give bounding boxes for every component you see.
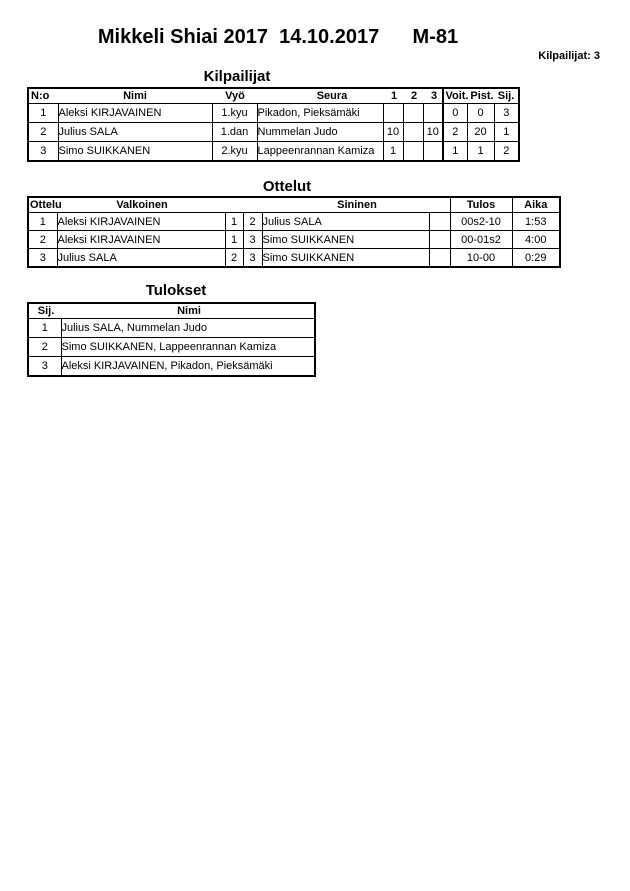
- cell-wins: 2: [443, 123, 467, 142]
- col-header-result: Tulos: [450, 197, 512, 213]
- competitor-row: [28, 142, 519, 162]
- cell-round2: [403, 104, 423, 123]
- cell-white-no: 1: [225, 231, 243, 249]
- cell-result: 00s2-10: [450, 213, 512, 231]
- col-header-time: Aika: [512, 197, 560, 213]
- cell-round2: [403, 123, 423, 142]
- cell-round3: 10: [423, 123, 443, 142]
- match-row: [28, 231, 560, 249]
- cell-place: 3: [28, 357, 61, 377]
- cell-round2: [403, 142, 423, 162]
- col-header-round3: 3: [430, 90, 438, 102]
- cell-place: 2: [28, 338, 61, 357]
- page-title: Mikkeli Shiai 2017 14.10.2017 M-81: [97, 26, 459, 48]
- competitor-row: [28, 123, 519, 142]
- cell-blue-no: 3: [243, 231, 262, 249]
- cell-place: 1: [28, 319, 61, 338]
- cell-round3: [423, 142, 443, 162]
- col-header-round1: 1: [390, 90, 398, 102]
- cell-white-name: Aleksi KIRJAVAINEN: [57, 213, 225, 231]
- cell-blue-name: Simo SUIKKANEN: [262, 231, 429, 249]
- result-row: [28, 357, 315, 377]
- cell-belt: 1.dan: [212, 123, 257, 142]
- cell-name: Simo SUIKKANEN: [58, 142, 212, 162]
- col-header-match: Ottelu: [30, 199, 62, 211]
- cell-club: Pikadon, Pieksämäki: [257, 104, 383, 123]
- col-header-white: Valkoinen: [116, 199, 168, 211]
- cell-name: Julius SALA, Nummelan Judo: [61, 319, 315, 338]
- competitors-count-label: Kilpailijat: 3: [538, 50, 600, 62]
- cell-points: 0: [467, 104, 494, 123]
- cell-place: 1: [494, 123, 519, 142]
- cell-result: 10-00: [450, 249, 512, 268]
- cell-belt: 2.kyu: [212, 142, 257, 162]
- cell-white-name: Aleksi KIRJAVAINEN: [57, 231, 225, 249]
- spacer-cell: [429, 231, 450, 249]
- cell-points: 1: [467, 142, 494, 162]
- cell-time: 0:29: [512, 249, 560, 268]
- results-table: [27, 302, 316, 377]
- matches-header-left: [28, 197, 450, 213]
- cell-round1: 10: [383, 123, 403, 142]
- cell-no: 2: [28, 123, 58, 142]
- cell-name: Aleksi KIRJAVAINEN: [58, 104, 212, 123]
- col-header-belt: Vyö: [225, 90, 245, 102]
- col-header-no: N:o: [31, 90, 50, 102]
- cell-blue-name: Simo SUIKKANEN: [262, 249, 429, 268]
- cell-match-no: 2: [28, 231, 57, 249]
- cell-name: Julius SALA: [58, 123, 212, 142]
- cell-blue-name: Julius SALA: [262, 213, 429, 231]
- cell-club: Lappeenrannan Kamiza: [257, 142, 383, 162]
- match-row: [28, 249, 560, 268]
- cell-white-name: Julius SALA: [57, 249, 225, 268]
- cell-blue-no: 2: [243, 213, 262, 231]
- result-row: [28, 338, 315, 357]
- col-header-wins: Voit.: [445, 90, 469, 102]
- competitors-header-row: [28, 88, 519, 104]
- matches-heading: Ottelut: [262, 178, 312, 195]
- cell-name: Aleksi KIRJAVAINEN, Pikadon, Pieksämäki: [61, 357, 315, 377]
- cell-round3: [423, 104, 443, 123]
- cell-result: 00-01s2: [450, 231, 512, 249]
- cell-round1: [383, 104, 403, 123]
- results-header: [28, 303, 315, 319]
- result-row: [28, 319, 315, 338]
- competitor-row: [28, 104, 519, 123]
- competitors-header-right: [443, 88, 519, 104]
- col-header-name: Nimi: [123, 90, 147, 102]
- cell-place: 3: [494, 104, 519, 123]
- col-header-club: Seura: [316, 90, 348, 102]
- cell-club: Nummelan Judo: [257, 123, 383, 142]
- col-header-place: Sij.: [37, 305, 55, 317]
- cell-no: 3: [28, 142, 58, 162]
- col-header-blue: Sininen: [337, 199, 377, 211]
- competitors-heading: Kilpailijat: [203, 68, 271, 85]
- cell-white-no: 2: [225, 249, 243, 268]
- cell-place: 2: [494, 142, 519, 162]
- cell-match-no: 1: [28, 213, 57, 231]
- results-heading: Tulokset: [145, 282, 207, 299]
- matches-header-row: [28, 197, 560, 213]
- spacer-cell: [429, 249, 450, 268]
- spacer-cell: [429, 213, 450, 231]
- results-header-row: [28, 303, 315, 319]
- col-header-round2: 2: [410, 90, 418, 102]
- cell-points: 20: [467, 123, 494, 142]
- match-row: [28, 213, 560, 231]
- col-header-points: Pist.: [470, 90, 494, 102]
- competitors-table: [27, 87, 520, 162]
- cell-time: 4:00: [512, 231, 560, 249]
- cell-white-no: 1: [225, 213, 243, 231]
- cell-blue-no: 3: [243, 249, 262, 268]
- competitors-header-left: [28, 88, 443, 104]
- cell-round1: 1: [383, 142, 403, 162]
- col-header-place: Sij.: [497, 90, 515, 102]
- cell-name: Simo SUIKKANEN, Lappeenrannan Kamiza: [61, 338, 315, 357]
- cell-belt: 1.kyu: [212, 104, 257, 123]
- cell-match-no: 3: [28, 249, 57, 268]
- col-header-name: Nimi: [177, 305, 201, 317]
- cell-no: 1: [28, 104, 58, 123]
- cell-wins: 0: [443, 104, 467, 123]
- matches-table: [27, 196, 561, 268]
- cell-time: 1:53: [512, 213, 560, 231]
- cell-wins: 1: [443, 142, 467, 162]
